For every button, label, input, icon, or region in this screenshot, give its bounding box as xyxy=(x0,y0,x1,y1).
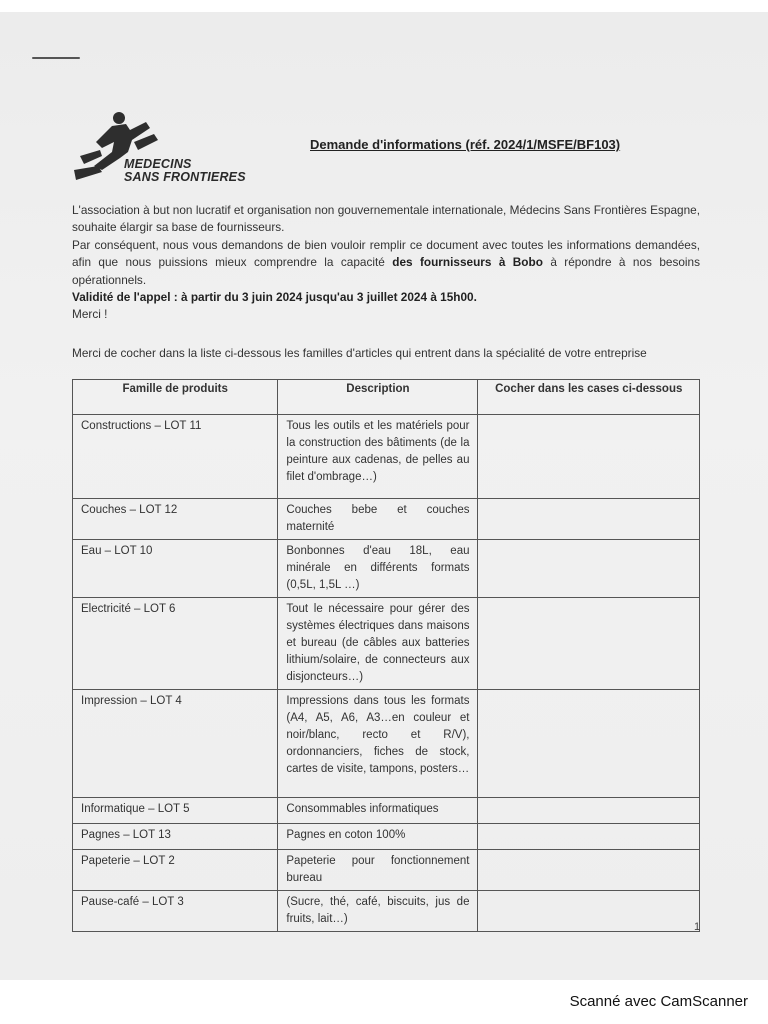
description-cell: Bonbonnes d'eau 18L, eau minérale en différents formats (0,5L, 1,5L …) xyxy=(278,540,478,598)
scan-mark xyxy=(32,57,80,59)
table-row xyxy=(73,891,700,932)
intro-paragraph-2 xyxy=(72,237,700,289)
intro-p2-bold: des fournisseurs à Bobo xyxy=(392,255,543,270)
description-cell: Impressions dans tous les formats (A4, A5, A6, A3…en couleur et noir/blanc, recto et R/V), ordonnanciers, fiches de stock, cartes de visite, tampons, posters… xyxy=(278,690,478,798)
description-cell: Consommables informatiques xyxy=(278,798,478,824)
table-row xyxy=(73,824,700,850)
description-cell: Pagnes en coton 100% xyxy=(278,824,478,850)
page-number: 1 xyxy=(694,921,701,933)
table-header-row xyxy=(73,380,700,415)
family-cell: Couches – LOT 12 xyxy=(73,499,278,540)
description-cell: Tout le nécessaire pour gérer des systèmes électriques dans maisons et bureau (de câbles aux batteries lithium/solaire, de connecteurs aux disjoncteurs…) xyxy=(278,598,478,690)
table-row xyxy=(73,415,700,499)
family-cell: Eau – LOT 10 xyxy=(73,540,278,598)
family-cell: Electricité – LOT 6 xyxy=(73,598,278,690)
intro-p2-start: Par conséquent, nous vous demandons de bien vouloir remplir ce document avec toutes les informations demandées, afin que nous puissions mieux comprendre la capacité xyxy=(72,237,700,270)
scanner-watermark: Scanné avec CamScanner xyxy=(569,993,748,1010)
check-cell[interactable] xyxy=(478,540,700,598)
description-cell: Tous les outils et les matériels pour la construction des bâtiments (de la peinture aux cadenas, de pelles au filet d'ombrage…) xyxy=(278,415,478,499)
check-cell[interactable] xyxy=(478,798,700,824)
check-cell[interactable] xyxy=(478,415,700,499)
instruction-text: Merci de cocher dans la liste ci-dessous les familles d'articles qui entrent dans la spécialité de votre entreprise xyxy=(72,346,647,360)
intro-paragraph-1: L'association à but non lucratif et organisation non gouvernementale internationale, Médecins Sans Frontières Espagne, souhaite élargir sa base de fournisseurs. xyxy=(72,203,700,235)
msf-logo xyxy=(72,108,246,188)
intro-p2-end: à répondre à nos besoins opérationnels. xyxy=(72,255,700,287)
description-cell: Couches bebe et couches maternité xyxy=(278,499,478,540)
description-cell: Papeterie pour fonctionnement bureau xyxy=(278,850,478,891)
family-cell: Pagnes – LOT 13 xyxy=(73,824,278,850)
header-check: Cocher dans les cases ci-dessous xyxy=(478,380,700,415)
description-cell: (Sucre, thé, café, biscuits, jus de fruits, lait…) xyxy=(278,891,478,932)
intro-text xyxy=(72,202,700,324)
table-row xyxy=(73,850,700,891)
check-cell[interactable] xyxy=(478,690,700,798)
product-families-table xyxy=(72,379,700,932)
logo-text-line2: SANS FRONTIERES xyxy=(124,170,246,184)
family-cell: Pause-café – LOT 3 xyxy=(73,891,278,932)
family-cell: Informatique – LOT 5 xyxy=(73,798,278,824)
header-family: Famille de produits xyxy=(73,380,278,415)
logo-text-line1: MEDECINS xyxy=(124,157,192,171)
family-cell: Papeterie – LOT 2 xyxy=(73,850,278,891)
check-cell[interactable] xyxy=(478,598,700,690)
document-title: Demande d'informations (réf. 2024/1/MSFE/BF103) xyxy=(310,137,621,152)
validity-notice: Validité de l'appel : à partir du 3 juin 2024 jusqu'au 3 juillet 2024 à 15h00. xyxy=(72,290,477,305)
check-cell[interactable] xyxy=(478,891,700,932)
check-cell[interactable] xyxy=(478,850,700,891)
family-cell: Impression – LOT 4 xyxy=(73,690,278,798)
header-description: Description xyxy=(278,380,478,415)
table-row xyxy=(73,598,700,690)
family-cell: Constructions – LOT 11 xyxy=(73,415,278,499)
table-row xyxy=(73,798,700,824)
thanks-text: Merci ! xyxy=(72,307,108,322)
table-row xyxy=(73,690,700,798)
scanned-page xyxy=(0,12,768,980)
check-cell[interactable] xyxy=(478,499,700,540)
check-cell[interactable] xyxy=(478,824,700,850)
table-row xyxy=(73,540,700,598)
table-row xyxy=(73,499,700,540)
